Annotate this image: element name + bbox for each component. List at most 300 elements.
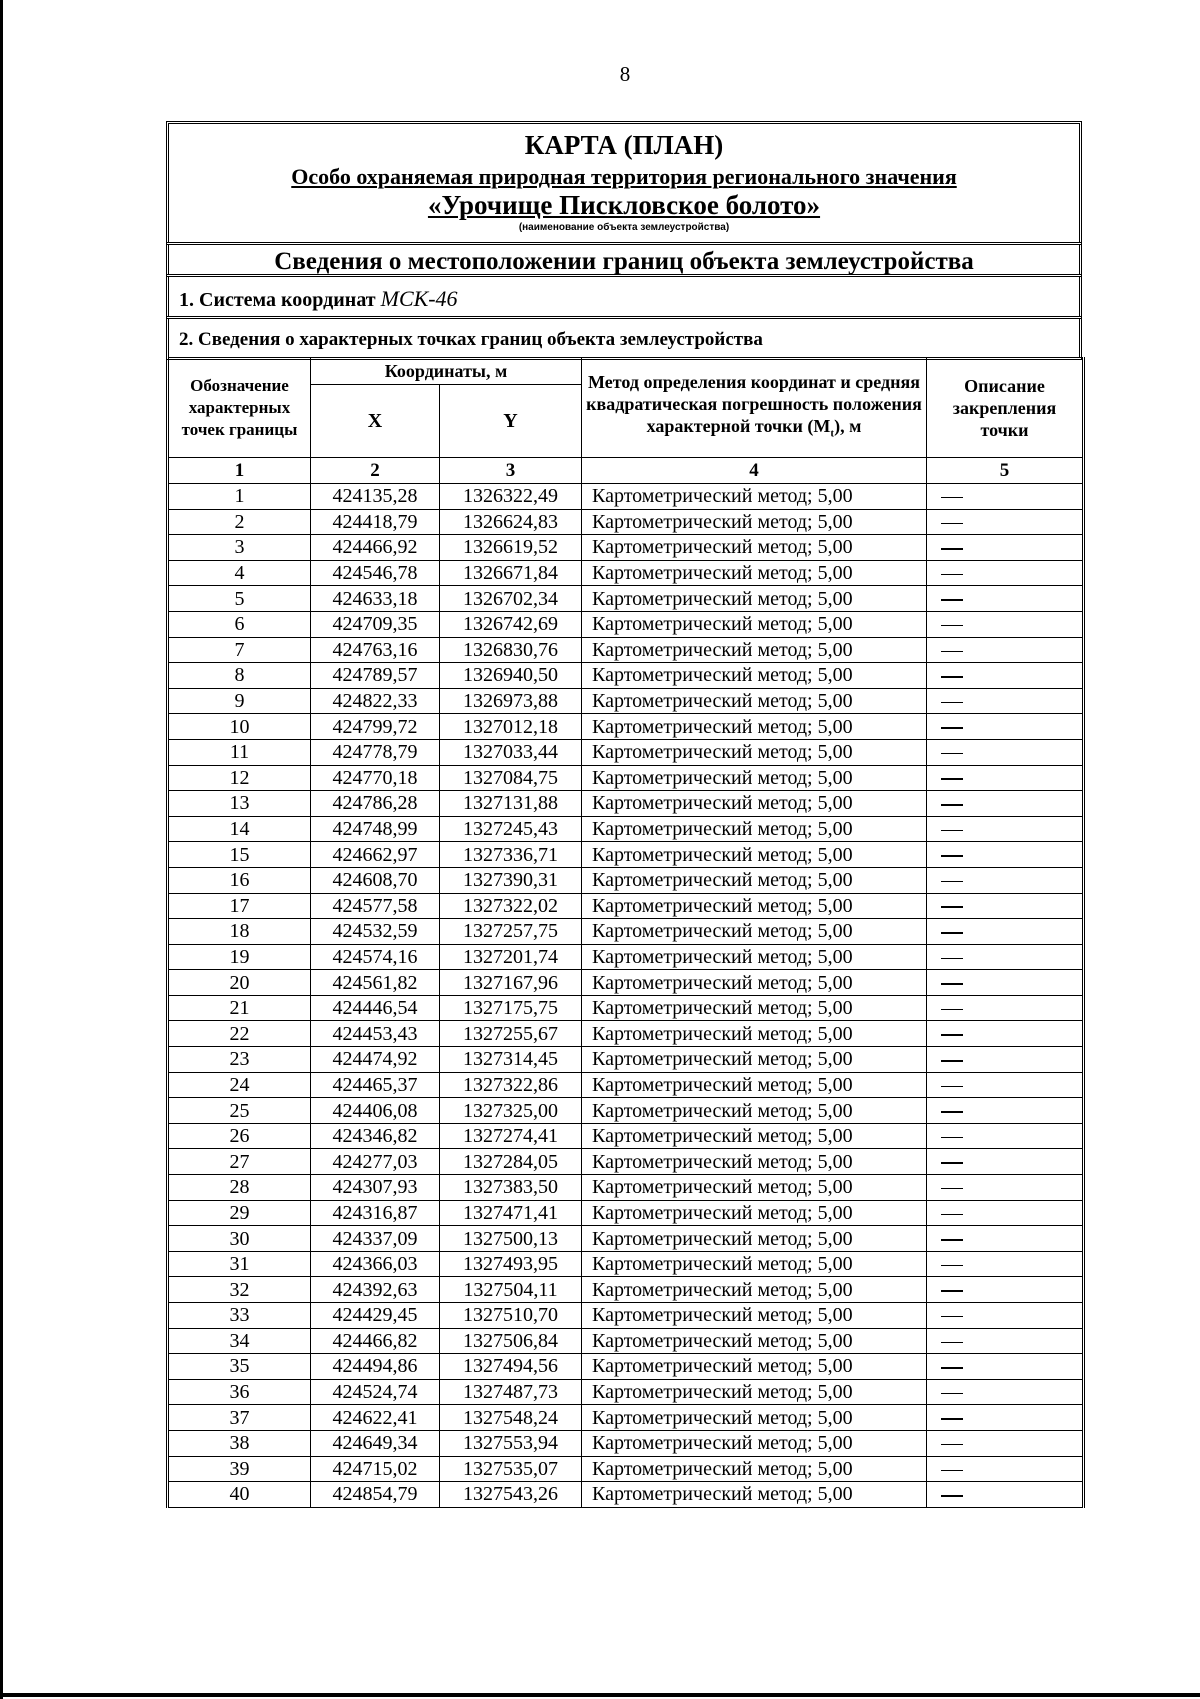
method: Картометрический метод; 5,00 (582, 995, 927, 1021)
dash-mark (941, 1495, 963, 1497)
x-coordinate: 424608,70 (311, 867, 440, 893)
x-coordinate: 424474,92 (311, 1047, 440, 1073)
dash-mark (941, 497, 963, 499)
point-number: 18 (168, 919, 311, 945)
method: Картометрический метод; 5,00 (582, 484, 927, 510)
point-number: 38 (168, 1430, 311, 1456)
method: Картометрический метод; 5,00 (582, 1482, 927, 1508)
dash-mark (941, 1009, 963, 1011)
page-number: 8 (619, 62, 631, 86)
title-block (166, 121, 1082, 245)
x-coordinate: 424366,03 (311, 1251, 440, 1277)
coordinate-system (166, 274, 1082, 319)
x-coordinate: 424465,37 (311, 1072, 440, 1098)
point-number: 25 (168, 1098, 311, 1124)
column-number: 3 (440, 458, 582, 484)
y-coordinate: 1326702,34 (440, 586, 582, 612)
method: Картометрический метод; 5,00 (582, 944, 927, 970)
y-coordinate: 1326940,50 (440, 663, 582, 689)
table-row (168, 1303, 1084, 1329)
dash-mark (941, 1137, 963, 1139)
dash-mark (941, 1290, 963, 1292)
table-row (168, 714, 1084, 740)
method: Картометрический метод; 5,00 (582, 1251, 927, 1277)
description (927, 586, 1084, 612)
y-coordinate: 1327314,45 (440, 1047, 582, 1073)
point-number: 40 (168, 1482, 311, 1508)
table-row (168, 1072, 1084, 1098)
point-number: 22 (168, 1021, 311, 1047)
point-number: 11 (168, 739, 311, 765)
point-number: 29 (168, 1200, 311, 1226)
point-number: 6 (168, 611, 311, 637)
point-number: 10 (168, 714, 311, 740)
x-coordinate: 424453,43 (311, 1021, 440, 1047)
table-row (168, 611, 1084, 637)
y-coordinate: 1327245,43 (440, 816, 582, 842)
table-row (168, 1277, 1084, 1303)
y-coordinate: 1327504,11 (440, 1277, 582, 1303)
dash-mark (941, 804, 963, 806)
description (927, 535, 1084, 561)
column-numbers-row (168, 458, 1084, 484)
x-coordinate: 424622,41 (311, 1405, 440, 1431)
method: Картометрический метод; 5,00 (582, 970, 927, 996)
table-row (168, 1149, 1084, 1175)
dash-mark (941, 1367, 963, 1369)
points-table-body (168, 458, 1084, 1508)
method: Картометрический метод; 5,00 (582, 611, 927, 637)
y-coordinate: 1326671,84 (440, 560, 582, 586)
table-row (168, 509, 1084, 535)
table-row (168, 893, 1084, 919)
points-table (166, 357, 1085, 1508)
header-designation: Обозначение характерных точек границы (168, 358, 311, 458)
method: Картометрический метод; 5,00 (582, 1303, 927, 1329)
x-coordinate: 424418,79 (311, 509, 440, 535)
method: Картометрический метод; 5,00 (582, 919, 927, 945)
dash-mark (941, 625, 963, 627)
x-coordinate: 424346,82 (311, 1123, 440, 1149)
dash-mark (941, 702, 963, 704)
table-row (168, 637, 1084, 663)
y-coordinate: 1327322,02 (440, 893, 582, 919)
dash-mark (941, 599, 963, 601)
x-coordinate: 424789,57 (311, 663, 440, 689)
x-coordinate: 424574,16 (311, 944, 440, 970)
description (927, 1456, 1084, 1482)
description (927, 637, 1084, 663)
description (927, 1123, 1084, 1149)
point-number: 34 (168, 1328, 311, 1354)
description (927, 1430, 1084, 1456)
y-coordinate: 1327500,13 (440, 1226, 582, 1252)
y-coordinate: 1327506,84 (440, 1328, 582, 1354)
dash-mark (941, 881, 963, 883)
point-number: 27 (168, 1149, 311, 1175)
x-coordinate: 424786,28 (311, 791, 440, 817)
description (927, 1149, 1084, 1175)
dash-mark (941, 1316, 963, 1318)
dash-mark (941, 676, 963, 678)
description (927, 1482, 1084, 1508)
y-coordinate: 1327033,44 (440, 739, 582, 765)
dash-mark (941, 548, 963, 550)
table-row (168, 919, 1084, 945)
y-coordinate: 1327274,41 (440, 1123, 582, 1149)
point-number: 16 (168, 867, 311, 893)
header-method-sub: t (830, 427, 835, 440)
point-number: 23 (168, 1047, 311, 1073)
description (927, 944, 1084, 970)
description (927, 765, 1084, 791)
x-coordinate: 424337,09 (311, 1226, 440, 1252)
dash-mark (941, 830, 963, 832)
point-number: 5 (168, 586, 311, 612)
dash-mark (941, 1265, 963, 1267)
x-coordinate: 424546,78 (311, 560, 440, 586)
method: Картометрический метод; 5,00 (582, 1379, 927, 1405)
point-number: 35 (168, 1354, 311, 1380)
y-coordinate: 1327390,31 (440, 867, 582, 893)
method: Картометрический метод; 5,00 (582, 637, 927, 663)
y-coordinate: 1326830,76 (440, 637, 582, 663)
point-number: 30 (168, 1226, 311, 1252)
table-row (168, 1405, 1084, 1431)
x-coordinate: 424799,72 (311, 714, 440, 740)
x-coordinate: 424429,45 (311, 1303, 440, 1329)
x-coordinate: 424561,82 (311, 970, 440, 996)
x-coordinate: 424532,59 (311, 919, 440, 945)
description (927, 1354, 1084, 1380)
x-coordinate: 424715,02 (311, 1456, 440, 1482)
coordinate-system-label: 1. Система координат (179, 289, 376, 311)
y-coordinate: 1327167,96 (440, 970, 582, 996)
x-coordinate: 424316,87 (311, 1200, 440, 1226)
column-number: 2 (311, 458, 440, 484)
x-coordinate: 424649,34 (311, 1430, 440, 1456)
description (927, 1328, 1084, 1354)
method: Картометрический метод; 5,00 (582, 1226, 927, 1252)
section-heading: Сведения о местоположении границ объекта землеустройства (166, 242, 1082, 277)
point-number: 12 (168, 765, 311, 791)
point-number: 19 (168, 944, 311, 970)
table-row (168, 663, 1084, 689)
description (927, 1175, 1084, 1201)
dash-mark (941, 1034, 963, 1036)
x-coordinate: 424392,63 (311, 1277, 440, 1303)
method: Картометрический метод; 5,00 (582, 535, 927, 561)
x-coordinate: 424277,03 (311, 1149, 440, 1175)
y-coordinate: 1326742,69 (440, 611, 582, 637)
method: Картометрический метод; 5,00 (582, 509, 927, 535)
page-edge (0, 0, 3, 1699)
method: Картометрический метод; 5,00 (582, 1354, 927, 1380)
y-coordinate: 1327084,75 (440, 765, 582, 791)
x-coordinate: 424446,54 (311, 995, 440, 1021)
method: Картометрический метод; 5,00 (582, 688, 927, 714)
method: Картометрический метод; 5,00 (582, 893, 927, 919)
point-number: 7 (168, 637, 311, 663)
table-row (168, 1123, 1084, 1149)
description (927, 1277, 1084, 1303)
table-row (168, 1379, 1084, 1405)
table-row (168, 765, 1084, 791)
dash-mark (941, 1470, 963, 1472)
header-coordinates: Координаты, м (311, 358, 582, 385)
point-number: 20 (168, 970, 311, 996)
dash-mark (941, 855, 963, 857)
method: Картометрический метод; 5,00 (582, 1072, 927, 1098)
table-row (168, 995, 1084, 1021)
description (927, 919, 1084, 945)
method: Картометрический метод; 5,00 (582, 816, 927, 842)
y-coordinate: 1327383,50 (440, 1175, 582, 1201)
description (927, 1303, 1084, 1329)
header-x: X (311, 385, 440, 458)
dash-mark (941, 753, 963, 755)
x-coordinate: 424770,18 (311, 765, 440, 791)
description (927, 893, 1084, 919)
dash-mark (941, 983, 963, 985)
header-method-text: Метод определения координат и средняя квадратическая погрешность положения характерной точки (M (586, 371, 922, 436)
y-coordinate: 1327487,73 (440, 1379, 582, 1405)
y-coordinate: 1326322,49 (440, 484, 582, 510)
method: Картометрический метод; 5,00 (582, 560, 927, 586)
description (927, 688, 1084, 714)
x-coordinate: 424763,16 (311, 637, 440, 663)
y-coordinate: 1327494,56 (440, 1354, 582, 1380)
point-number: 13 (168, 791, 311, 817)
x-coordinate: 424135,28 (311, 484, 440, 510)
x-coordinate: 424466,92 (311, 535, 440, 561)
table-row (168, 688, 1084, 714)
y-coordinate: 1326619,52 (440, 535, 582, 561)
x-coordinate: 424577,58 (311, 893, 440, 919)
dash-mark (941, 523, 963, 525)
point-number: 33 (168, 1303, 311, 1329)
method: Картометрический метод; 5,00 (582, 765, 927, 791)
description (927, 791, 1084, 817)
table-row (168, 1047, 1084, 1073)
description (927, 714, 1084, 740)
y-coordinate: 1327257,75 (440, 919, 582, 945)
method: Картометрический метод; 5,00 (582, 1021, 927, 1047)
method: Картометрический метод; 5,00 (582, 1149, 927, 1175)
method: Картометрический метод; 5,00 (582, 714, 927, 740)
x-coordinate: 424748,99 (311, 816, 440, 842)
y-coordinate: 1327548,24 (440, 1405, 582, 1431)
column-number: 1 (168, 458, 311, 484)
y-coordinate: 1327284,05 (440, 1149, 582, 1175)
method: Картометрический метод; 5,00 (582, 1200, 927, 1226)
document-form (166, 124, 1082, 1508)
x-coordinate: 424307,93 (311, 1175, 440, 1201)
method: Картометрический метод; 5,00 (582, 663, 927, 689)
point-number: 24 (168, 1072, 311, 1098)
x-coordinate: 424494,86 (311, 1354, 440, 1380)
description (927, 995, 1084, 1021)
point-number: 39 (168, 1456, 311, 1482)
table-row (168, 1200, 1084, 1226)
point-number: 37 (168, 1405, 311, 1431)
method: Картометрический метод; 5,00 (582, 1405, 927, 1431)
description (927, 1251, 1084, 1277)
dash-mark (941, 1214, 963, 1216)
dash-mark (941, 1239, 963, 1241)
point-number: 9 (168, 688, 311, 714)
x-coordinate: 424662,97 (311, 842, 440, 868)
header-method (582, 358, 927, 458)
object-name: «Урочище Пискловское болото» (427, 190, 821, 220)
point-number: 32 (168, 1277, 311, 1303)
method: Картометрический метод; 5,00 (582, 842, 927, 868)
table-row (168, 816, 1084, 842)
method: Картометрический метод; 5,00 (582, 1175, 927, 1201)
description (927, 1072, 1084, 1098)
dash-mark (941, 932, 963, 934)
y-coordinate: 1327175,75 (440, 995, 582, 1021)
dash-mark (941, 1342, 963, 1344)
page-title: КАРТА (ПЛАН) (524, 130, 724, 160)
y-coordinate: 1326624,83 (440, 509, 582, 535)
table-row (168, 842, 1084, 868)
point-number: 1 (168, 484, 311, 510)
y-coordinate: 1327325,00 (440, 1098, 582, 1124)
point-number: 17 (168, 893, 311, 919)
table-row (168, 739, 1084, 765)
page-edge (0, 1693, 1200, 1697)
description (927, 970, 1084, 996)
point-number: 15 (168, 842, 311, 868)
description (927, 484, 1084, 510)
points-heading: 2. Сведения о характерных точках границ объекта землеустройства (166, 316, 1082, 360)
dash-mark (941, 1086, 963, 1088)
dash-mark (941, 906, 963, 908)
dash-mark (941, 1188, 963, 1190)
dash-mark (941, 574, 963, 576)
table-row (168, 1482, 1084, 1508)
y-coordinate: 1327493,95 (440, 1251, 582, 1277)
y-coordinate: 1327201,74 (440, 944, 582, 970)
table-row (168, 1021, 1084, 1047)
object-name-caption: (наименование объекта землеустройства) (518, 222, 730, 233)
point-number: 14 (168, 816, 311, 842)
header-description: Описание закрепления точки (927, 358, 1084, 458)
coordinate-system-value: МСК-46 (380, 286, 458, 311)
description (927, 560, 1084, 586)
method: Картометрический метод; 5,00 (582, 1277, 927, 1303)
description (927, 1021, 1084, 1047)
y-coordinate: 1327543,26 (440, 1482, 582, 1508)
description (927, 1200, 1084, 1226)
y-coordinate: 1327535,07 (440, 1456, 582, 1482)
x-coordinate: 424778,79 (311, 739, 440, 765)
method: Картометрический метод; 5,00 (582, 1328, 927, 1354)
description (927, 1405, 1084, 1431)
table-row (168, 867, 1084, 893)
column-number: 4 (582, 458, 927, 484)
point-number: 8 (168, 663, 311, 689)
y-coordinate: 1327336,71 (440, 842, 582, 868)
point-number: 3 (168, 535, 311, 561)
y-coordinate: 1327012,18 (440, 714, 582, 740)
x-coordinate: 424854,79 (311, 1482, 440, 1508)
header-method-end: ), м (834, 415, 862, 436)
dash-mark (941, 651, 963, 653)
description (927, 816, 1084, 842)
title-subtitle: Особо охраняемая природная территория регионального значения (291, 164, 957, 189)
description (927, 739, 1084, 765)
y-coordinate: 1327131,88 (440, 791, 582, 817)
dash-mark (941, 727, 963, 729)
x-coordinate: 424822,33 (311, 688, 440, 714)
y-coordinate: 1327471,41 (440, 1200, 582, 1226)
table-row (168, 586, 1084, 612)
y-coordinate: 1327322,86 (440, 1072, 582, 1098)
table-row (168, 791, 1084, 817)
table-row (168, 1098, 1084, 1124)
description (927, 1098, 1084, 1124)
table-row (168, 484, 1084, 510)
description (927, 611, 1084, 637)
dash-mark (941, 1060, 963, 1062)
dash-mark (941, 1111, 963, 1113)
description (927, 1379, 1084, 1405)
point-number: 36 (168, 1379, 311, 1405)
table-row (168, 944, 1084, 970)
header-y: Y (440, 385, 582, 458)
table-row (168, 970, 1084, 996)
point-number: 28 (168, 1175, 311, 1201)
dash-mark (941, 1418, 963, 1420)
point-number: 21 (168, 995, 311, 1021)
table-row (168, 1175, 1084, 1201)
dash-mark (941, 1444, 963, 1446)
table-row (168, 1430, 1084, 1456)
description (927, 663, 1084, 689)
method: Картометрический метод; 5,00 (582, 1098, 927, 1124)
table-row (168, 560, 1084, 586)
x-coordinate: 424709,35 (311, 611, 440, 637)
dash-mark (941, 958, 963, 960)
x-coordinate: 424633,18 (311, 586, 440, 612)
description (927, 1047, 1084, 1073)
x-coordinate: 424524,74 (311, 1379, 440, 1405)
y-coordinate: 1327510,70 (440, 1303, 582, 1329)
y-coordinate: 1326973,88 (440, 688, 582, 714)
dash-mark (941, 1393, 963, 1395)
point-number: 2 (168, 509, 311, 535)
description (927, 867, 1084, 893)
table-row (168, 1354, 1084, 1380)
table-row (168, 1226, 1084, 1252)
description (927, 1226, 1084, 1252)
method: Картометрический метод; 5,00 (582, 1047, 927, 1073)
method: Картометрический метод; 5,00 (582, 1123, 927, 1149)
method: Картометрический метод; 5,00 (582, 1456, 927, 1482)
description (927, 842, 1084, 868)
method: Картометрический метод; 5,00 (582, 867, 927, 893)
x-coordinate: 424406,08 (311, 1098, 440, 1124)
column-number: 5 (927, 458, 1084, 484)
table-row (168, 535, 1084, 561)
dash-mark (941, 1162, 963, 1164)
y-coordinate: 1327553,94 (440, 1430, 582, 1456)
table-row (168, 1328, 1084, 1354)
x-coordinate: 424466,82 (311, 1328, 440, 1354)
dash-mark (941, 778, 963, 780)
